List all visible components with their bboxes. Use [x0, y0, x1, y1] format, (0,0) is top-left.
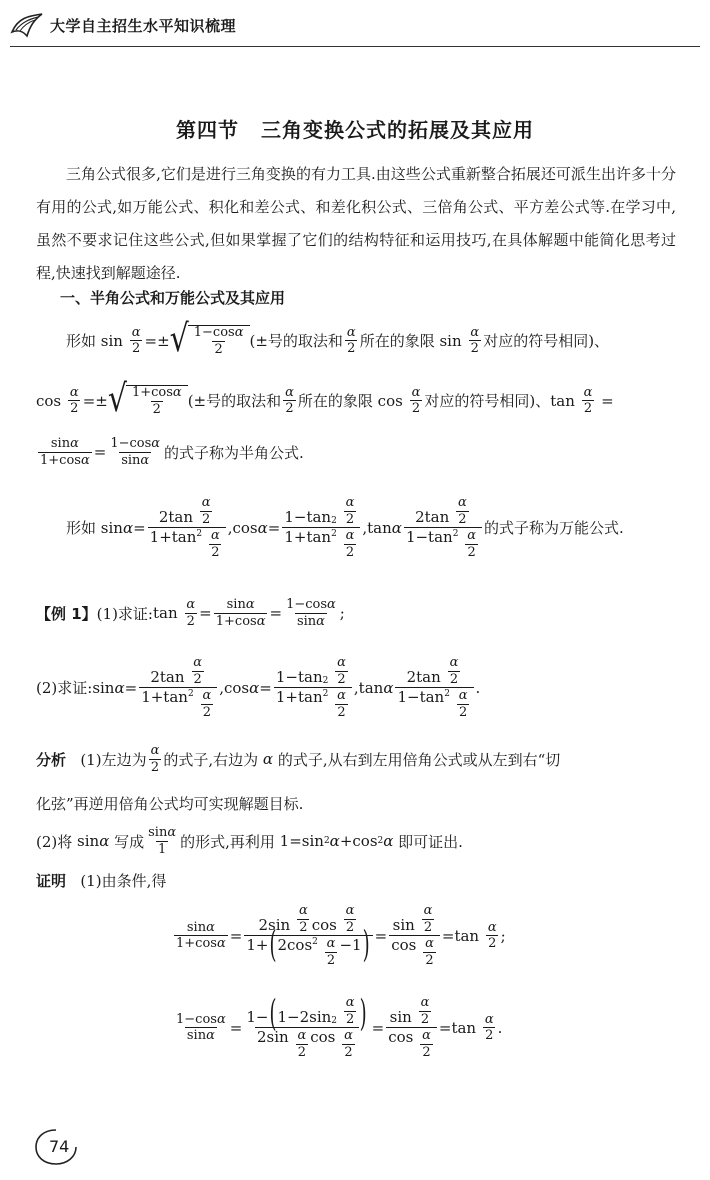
proof-equation-2: 1−cos α sin α = 1− ( 1−2sin $_2$ $\frac{\alpha}{2}$ ) 2sin $\frac{\alpha}{2}$ cos $\frac{\alpha}{2}$ = sin $\frac{\alpha}{2}$ cos $\frac{\alpha}{2}$ =tan $\frac{\alpha}{2}$ . [176, 993, 503, 1060]
proof-label: 证明 [36, 872, 67, 890]
book-logo-icon [10, 12, 44, 38]
section-title: 三角变换公式的拓展及其应用 [261, 118, 534, 142]
analysis-line-1: 分析 (1)左边为 $\frac{\alpha}{2}$ 的式子,右边为 α 的式子,从右到左用倍角公式或从左到右“切 [36, 743, 561, 775]
formula-tan-half: sin α 1+cos α = 1−cos α sin α 的式子称为半角公式. [40, 436, 304, 468]
intro-paragraph: 三角公式很多,它们是进行三角变换的有力工具.由这些公式重新整合拓展还可派生出许多十分有用的公式,如万能公式、积化和差公式、和差化积公式、三倍角公式、平方差公式等.在学习中,虽然不要求记住这些公式,但如果掌握了它们的结构特征和运用技巧,在具体解题中能简化思考过程,快速找到解题途径. [36, 165, 676, 282]
proof-line: 证明 (1)由条件,得 [36, 872, 167, 890]
running-header [10, 10, 236, 40]
book-title: 大学自主招生水平知识梳理 [50, 16, 237, 35]
section-heading [0, 114, 710, 143]
formula-universal: 形如 sin α = 2tan $\frac{\alpha}{2}$ 1+tan 2 $\frac{\alpha}{2}$ ,cos α = 1−tan 2 $\frac{\alpha}{2}$ 1+tan 2 $\frac{\alpha}{2}$ ,tan α 2tan $\frac{\alpha}{2}$ 1−tan 2 $\frac{\alpha}{2}$ 的式子称为万能公式. [66, 495, 624, 560]
example-label: 【例 1】 [36, 604, 97, 623]
analysis-label: 分析 [36, 750, 67, 769]
subheading-half-angle: 一、半角公式和万能公式及其应用 [60, 289, 286, 307]
header-rule [10, 46, 700, 47]
analysis-line-3: (2)将 sin α 写成 sin α 1 的形式,再利用 1=sin 2 α +cos 2 α 即可证出. [36, 825, 463, 857]
page-number: 74 [49, 1137, 70, 1156]
formula-sin-half: 形如 sin $\frac{\alpha}{2}$ =± √ 1−cos α 2 (±号的取法和 $\frac{\alpha}{2}$ 所在的象限 sin $\frac{\alpha}{2}$ 对应的符号相同)、 [66, 317, 610, 362]
section-number: 第四节 [176, 118, 239, 142]
page-number-badge [34, 1128, 78, 1166]
proof-equation-1: sin α 1+cos α = 2sin $\frac{\alpha}{2}$ cos $\frac{\alpha}{2}$ 1+ ( 2cos $^2$ $\frac{\alpha}{2}$ −1 ) = sin $\frac{\alpha}{2}$ cos $\frac{\alpha}{2}$ =tan $\frac{\alpha}{2}$ ; [176, 903, 506, 968]
example-1-part-1: 【例 1】 (1)求证: tan $\frac{\alpha}{2}$ = sin α 1+cos α = 1−cos α sin α ; [36, 597, 345, 629]
formula-cos-half: cos $\frac{\alpha}{2}$ =± √ 1+cos α 2 (±号的取法和 $\frac{\alpha}{2}$ 所在的象限 cos $\frac{\alpha}{2}$ 对应的符号相同)、 tan $\frac{\alpha}{2}$ = [36, 377, 614, 422]
analysis-line-2: 化弦”再逆用倍角公式均可实现解题目标. [36, 795, 304, 813]
example-1-part-2: (2)求证: sin α = 2tan $\frac{\alpha}{2}$ 1+tan 2 $\frac{\alpha}{2}$ ,cos α = 1−tan 2 $\frac{\alpha}{2}$ 1+tan 2 $\frac{\alpha}{2}$ ,tan α 2tan $\frac{\alpha}{2}$ 1−tan 2 $\frac{\alpha}{2}$ . [36, 655, 481, 720]
